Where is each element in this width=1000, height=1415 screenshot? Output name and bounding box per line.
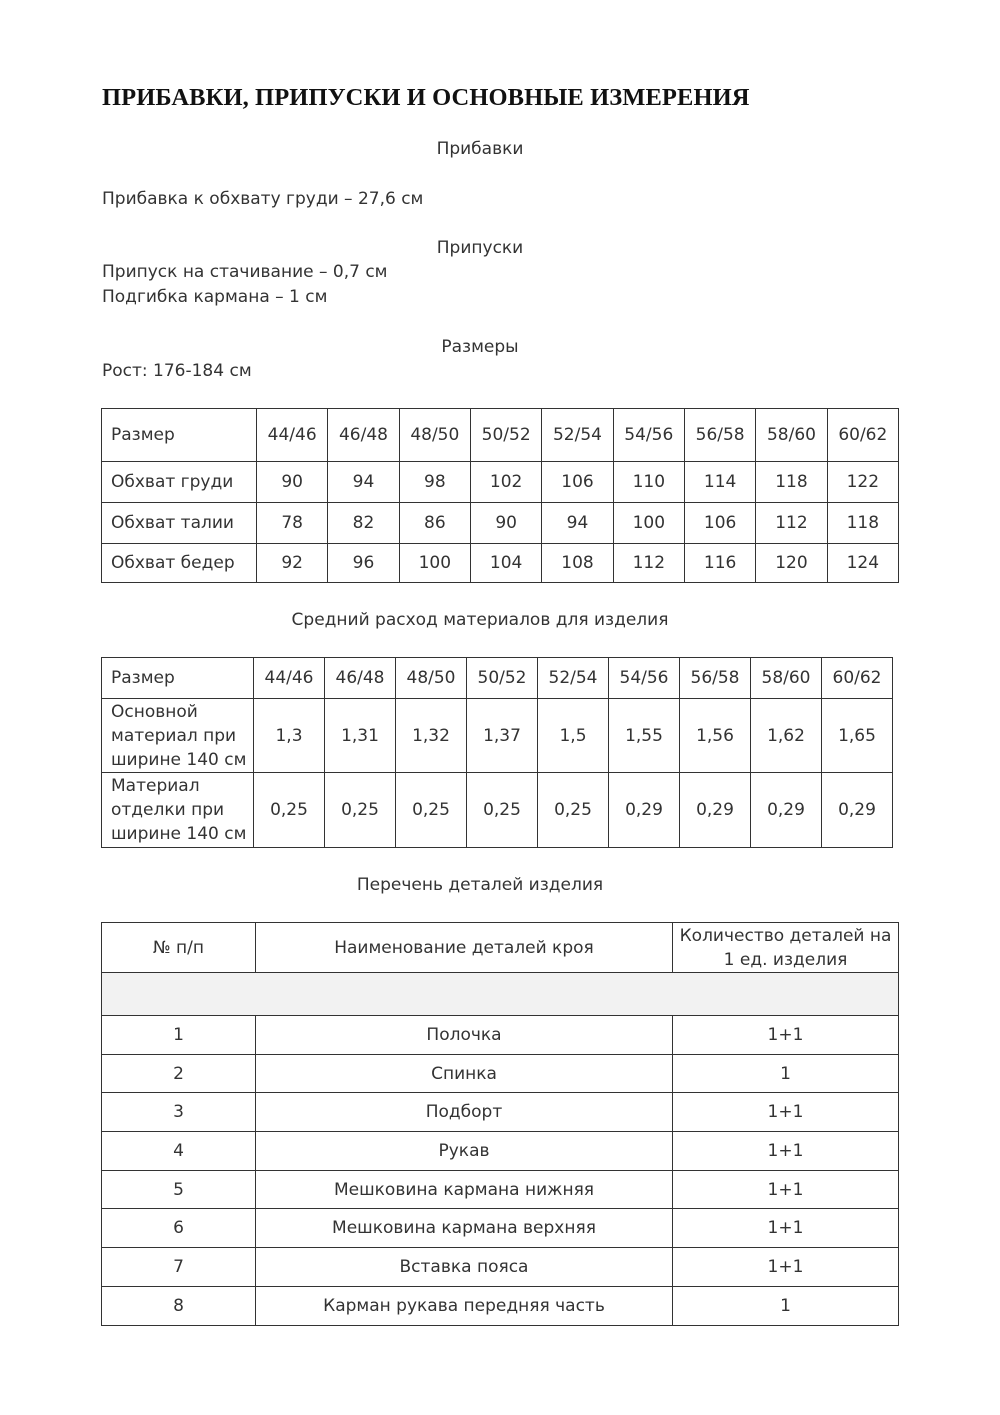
part-quantity: 1 bbox=[673, 1286, 899, 1325]
measurement-value: 112 bbox=[613, 544, 684, 583]
size-column-header: 54/56 bbox=[609, 658, 680, 699]
size-column-header: 52/54 bbox=[538, 658, 609, 699]
size-column-header: 58/60 bbox=[751, 658, 822, 699]
measurement-value: 94 bbox=[542, 503, 613, 544]
part-name: Карман рукава передняя часть bbox=[256, 1286, 673, 1325]
size-column-header: 44/46 bbox=[254, 658, 325, 699]
seams-heading: Припуски bbox=[436, 238, 524, 258]
table-row bbox=[102, 544, 899, 583]
material-value: 1,65 bbox=[822, 699, 893, 773]
measurement-value: 94 bbox=[328, 462, 399, 503]
measurement-value: 100 bbox=[613, 503, 684, 544]
measurement-label: Обхват груди bbox=[102, 462, 257, 503]
material-label-line: отделки при bbox=[111, 800, 225, 820]
measurement-value: 106 bbox=[542, 462, 613, 503]
measurement-value: 124 bbox=[827, 544, 898, 583]
part-name: Мешковина кармана нижняя bbox=[256, 1170, 673, 1209]
size-column-header: 58/60 bbox=[756, 409, 827, 462]
parts-table bbox=[101, 922, 899, 1326]
parts-heading: Перечень деталей изделия bbox=[356, 875, 604, 895]
part-name: Спинка bbox=[256, 1054, 673, 1093]
part-quantity: 1+1 bbox=[673, 1093, 899, 1132]
part-name: Вставка пояса bbox=[256, 1248, 673, 1287]
material-value: 0,29 bbox=[751, 773, 822, 848]
part-quantity: 1+1 bbox=[673, 1209, 899, 1248]
column-header-quantity-line: Количество деталей на bbox=[679, 925, 892, 946]
part-quantity: 1 bbox=[673, 1054, 899, 1093]
material-value: 1,37 bbox=[467, 699, 538, 773]
chest-allowance-text: Прибавка к обхвату груди – 27,6 см bbox=[102, 189, 424, 209]
measurement-label: Обхват бедер bbox=[102, 544, 257, 583]
sizes-table bbox=[101, 408, 899, 583]
table-row bbox=[102, 1093, 899, 1132]
measurement-value: 106 bbox=[684, 503, 755, 544]
material-label-line: ширине 140 см bbox=[111, 824, 247, 844]
table-row bbox=[102, 1286, 899, 1325]
measurement-value: 112 bbox=[756, 503, 827, 544]
page-title: ПРИБАВКИ, ПРИПУСКИ И ОСНОВНЫЕ ИЗМЕРЕНИЯ bbox=[102, 84, 750, 111]
part-number: 6 bbox=[102, 1209, 256, 1248]
materials-heading: Средний расход материалов для изделия bbox=[291, 610, 669, 630]
measurement-value: 86 bbox=[399, 503, 470, 544]
measurement-value: 82 bbox=[328, 503, 399, 544]
size-column-header: 50/52 bbox=[467, 658, 538, 699]
measurement-value: 118 bbox=[827, 503, 898, 544]
part-number: 1 bbox=[102, 1016, 256, 1055]
material-value: 0,29 bbox=[822, 773, 893, 848]
column-header-quantity-line: 1 ед. изделия bbox=[723, 949, 848, 970]
size-column-header: 56/58 bbox=[684, 409, 755, 462]
material-value: 1,3 bbox=[254, 699, 325, 773]
material-value: 1,32 bbox=[396, 699, 467, 773]
part-quantity: 1+1 bbox=[673, 1132, 899, 1171]
table-row bbox=[102, 1054, 899, 1093]
measurement-value: 102 bbox=[470, 462, 541, 503]
size-column-header: 60/62 bbox=[822, 658, 893, 699]
part-name: Мешковина кармана верхняя bbox=[256, 1209, 673, 1248]
size-column-header: 48/50 bbox=[396, 658, 467, 699]
table-row bbox=[102, 503, 899, 544]
stitching-allowance-text: Припуск на стачивание – 0,7 см bbox=[102, 262, 388, 282]
size-column-header: 46/48 bbox=[328, 409, 399, 462]
table-row bbox=[102, 462, 899, 503]
empty-section-row bbox=[102, 973, 899, 1016]
measurement-value: 90 bbox=[470, 503, 541, 544]
material-label-line: ширине 140 см bbox=[111, 749, 247, 770]
table-header-row bbox=[102, 658, 893, 699]
part-quantity: 1+1 bbox=[673, 1248, 899, 1287]
material-value: 1,55 bbox=[609, 699, 680, 773]
material-label-line: Материал bbox=[111, 776, 200, 796]
allowances-heading: Прибавки bbox=[436, 139, 524, 159]
table-row bbox=[102, 1132, 899, 1171]
measurement-value: 100 bbox=[399, 544, 470, 583]
table-row bbox=[102, 1209, 899, 1248]
table-header-row bbox=[102, 923, 899, 973]
material-value: 0,25 bbox=[396, 773, 467, 848]
materials-table bbox=[101, 657, 893, 848]
material-label bbox=[102, 773, 254, 848]
material-value: 0,25 bbox=[254, 773, 325, 848]
material-label-line: материал при bbox=[111, 725, 237, 746]
part-number: 5 bbox=[102, 1170, 256, 1209]
material-value: 0,25 bbox=[538, 773, 609, 848]
measurement-value: 92 bbox=[257, 544, 328, 583]
size-column-header: 54/56 bbox=[613, 409, 684, 462]
size-column-header: 52/54 bbox=[542, 409, 613, 462]
height-text: Рост: 176-184 см bbox=[102, 361, 252, 381]
measurement-value: 78 bbox=[257, 503, 328, 544]
part-quantity: 1+1 bbox=[673, 1170, 899, 1209]
table-row bbox=[102, 773, 893, 848]
part-name: Полочка bbox=[256, 1016, 673, 1055]
column-header-number: № п/п bbox=[102, 923, 256, 973]
part-name: Рукав bbox=[256, 1132, 673, 1171]
part-number: 4 bbox=[102, 1132, 256, 1171]
size-column-header: 46/48 bbox=[325, 658, 396, 699]
material-value: 0,25 bbox=[467, 773, 538, 848]
table-row bbox=[102, 1170, 899, 1209]
material-value: 1,62 bbox=[751, 699, 822, 773]
size-header-label: Размер bbox=[102, 658, 254, 699]
size-column-header: 50/52 bbox=[470, 409, 541, 462]
size-column-header: 44/46 bbox=[257, 409, 328, 462]
part-number: 7 bbox=[102, 1248, 256, 1287]
measurement-value: 118 bbox=[756, 462, 827, 503]
size-header-label: Размер bbox=[102, 409, 257, 462]
pocket-hem-text: Подгибка кармана – 1 см bbox=[102, 287, 328, 307]
measurement-label: Обхват талии bbox=[102, 503, 257, 544]
material-value: 1,56 bbox=[680, 699, 751, 773]
part-number: 3 bbox=[102, 1093, 256, 1132]
table-row bbox=[102, 1248, 899, 1287]
size-column-header: 56/58 bbox=[680, 658, 751, 699]
sizes-heading: Размеры bbox=[441, 337, 519, 357]
material-value: 1,31 bbox=[325, 699, 396, 773]
measurement-value: 120 bbox=[756, 544, 827, 583]
part-quantity: 1+1 bbox=[673, 1016, 899, 1055]
material-value: 1,5 bbox=[538, 699, 609, 773]
size-column-header: 48/50 bbox=[399, 409, 470, 462]
size-column-header: 60/62 bbox=[827, 409, 898, 462]
part-number: 8 bbox=[102, 1286, 256, 1325]
empty-section-cell bbox=[102, 973, 899, 1016]
table-row bbox=[102, 1016, 899, 1055]
measurement-value: 98 bbox=[399, 462, 470, 503]
part-number: 2 bbox=[102, 1054, 256, 1093]
measurement-value: 104 bbox=[470, 544, 541, 583]
part-name: Подборт bbox=[256, 1093, 673, 1132]
measurement-value: 90 bbox=[257, 462, 328, 503]
material-value: 0,29 bbox=[680, 773, 751, 848]
material-label-line: Основной bbox=[111, 701, 198, 722]
measurement-value: 96 bbox=[328, 544, 399, 583]
measurement-value: 116 bbox=[684, 544, 755, 583]
table-row bbox=[102, 699, 893, 773]
column-header-quantity bbox=[673, 923, 899, 973]
measurement-value: 114 bbox=[684, 462, 755, 503]
measurement-value: 110 bbox=[613, 462, 684, 503]
measurement-value: 108 bbox=[542, 544, 613, 583]
table-header-row bbox=[102, 409, 899, 462]
material-value: 0,25 bbox=[325, 773, 396, 848]
measurement-value: 122 bbox=[827, 462, 898, 503]
column-header-name: Наименование деталей кроя bbox=[256, 923, 673, 973]
material-value: 0,29 bbox=[609, 773, 680, 848]
material-label bbox=[102, 699, 254, 773]
